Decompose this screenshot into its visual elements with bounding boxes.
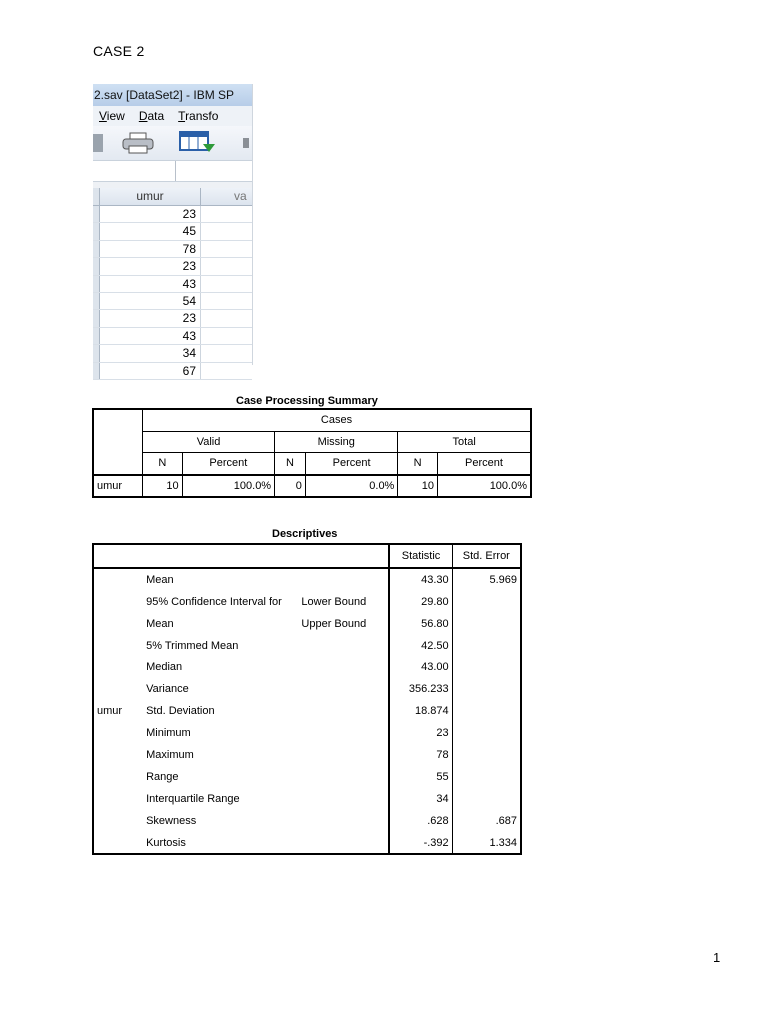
grid-cell-empty[interactable] bbox=[201, 206, 252, 222]
table-row bbox=[93, 766, 521, 788]
grid-cell-empty[interactable] bbox=[201, 328, 252, 344]
statistic-value: 43.30 bbox=[389, 568, 452, 591]
spss-menubar bbox=[93, 106, 252, 126]
stat-label: Variance bbox=[146, 683, 189, 696]
grid-cell-empty[interactable] bbox=[201, 241, 252, 257]
grid-cell-empty[interactable] bbox=[201, 293, 252, 309]
stat-label: Std. Deviation bbox=[146, 705, 215, 718]
statistic-value: 43.00 bbox=[389, 656, 452, 678]
grid-cell[interactable]: 23 bbox=[100, 206, 201, 222]
table-row bbox=[93, 700, 521, 722]
std-error-value bbox=[452, 766, 521, 788]
stat-sublabel bbox=[298, 678, 389, 700]
stat-label: Mean bbox=[146, 617, 174, 630]
col-missing-percent: Percent bbox=[305, 453, 397, 475]
page-heading: CASE 2 bbox=[93, 43, 145, 59]
grid-cell[interactable]: 78 bbox=[100, 241, 201, 257]
stat-sublabel bbox=[298, 766, 389, 788]
table-row bbox=[93, 678, 521, 700]
column-header-umur[interactable]: umur bbox=[100, 188, 201, 205]
stat-label: Maximum bbox=[146, 748, 194, 761]
grid-row bbox=[93, 206, 252, 223]
statistic-value: 18.874 bbox=[389, 700, 452, 722]
stat-sublabel: Upper Bound bbox=[301, 617, 367, 630]
valid-header: Valid bbox=[143, 431, 275, 453]
menu-transform[interactable]: Transfo bbox=[178, 109, 219, 123]
grid-cell-empty[interactable] bbox=[201, 223, 252, 239]
statistic-value: 23 bbox=[389, 722, 452, 744]
statistic-header: Statistic bbox=[389, 544, 452, 568]
std-error-value: 1.334 bbox=[452, 832, 521, 855]
grid-row bbox=[93, 345, 252, 362]
menu-data[interactable]: Data bbox=[138, 109, 165, 123]
missing-header: Missing bbox=[275, 431, 398, 453]
std-error-value bbox=[452, 613, 521, 635]
grid-cell[interactable]: 54 bbox=[100, 293, 201, 309]
stat-sublabel bbox=[298, 568, 389, 591]
stat-label: Median bbox=[146, 661, 183, 674]
col-valid-n: N bbox=[143, 453, 183, 475]
grid-cell-empty[interactable] bbox=[201, 345, 252, 361]
grid-row bbox=[93, 223, 252, 240]
stat-sublabel bbox=[298, 810, 389, 832]
std-error-value bbox=[452, 591, 521, 613]
table-row bbox=[93, 656, 521, 678]
grid-row bbox=[93, 276, 252, 293]
total-n: 10 bbox=[398, 475, 438, 498]
grid-row bbox=[93, 310, 252, 327]
table-row bbox=[93, 613, 521, 635]
table-row bbox=[93, 475, 531, 498]
toolbar-handle bbox=[93, 134, 103, 152]
col-total-n: N bbox=[398, 453, 438, 475]
stat-label: 95% Confidence Interval for bbox=[146, 595, 282, 608]
col-total-percent: Percent bbox=[437, 453, 531, 475]
grid-cell[interactable]: 43 bbox=[100, 276, 201, 292]
stat-label: Minimum bbox=[146, 727, 191, 740]
std-error-header: Std. Error bbox=[452, 544, 521, 568]
grid-cell[interactable]: 43 bbox=[100, 328, 201, 344]
grid-row bbox=[93, 363, 252, 380]
std-error-value bbox=[452, 744, 521, 766]
print-icon[interactable] bbox=[121, 132, 155, 154]
menu-view[interactable]: View bbox=[99, 109, 125, 123]
grid-header bbox=[93, 188, 252, 206]
stat-label: Kurtosis bbox=[146, 836, 186, 849]
descriptives-title: Descriptives bbox=[272, 528, 338, 540]
stat-sublabel bbox=[298, 722, 389, 744]
stat-sublabel bbox=[298, 635, 389, 657]
stat-label: 5% Trimmed Mean bbox=[146, 639, 239, 652]
statistic-value: -.392 bbox=[389, 832, 452, 855]
grid-cell-empty[interactable] bbox=[201, 258, 252, 274]
std-error-value: 5.969 bbox=[452, 568, 521, 591]
stat-sublabel bbox=[298, 788, 389, 810]
grid-row bbox=[93, 328, 252, 345]
grid-cell-empty[interactable] bbox=[201, 363, 252, 379]
std-error-value bbox=[452, 635, 521, 657]
std-error-value bbox=[452, 722, 521, 744]
cases-header: Cases bbox=[143, 409, 532, 431]
stat-sublabel bbox=[298, 832, 389, 855]
page-number: 1 bbox=[713, 950, 721, 965]
col-missing-n: N bbox=[275, 453, 306, 475]
table-row bbox=[93, 810, 521, 832]
corner-cell bbox=[93, 409, 143, 475]
grid-cell-empty[interactable] bbox=[201, 276, 252, 292]
grid-row bbox=[93, 258, 252, 275]
grid-row bbox=[93, 293, 252, 310]
table-row bbox=[93, 568, 521, 591]
spss-window-title: 2.sav [DataSet2] - IBM SP bbox=[93, 84, 252, 106]
grid-cell[interactable]: 34 bbox=[100, 345, 201, 361]
total-header: Total bbox=[398, 431, 531, 453]
statistic-value: 56.80 bbox=[389, 613, 452, 635]
stat-sublabel bbox=[298, 700, 389, 722]
row-label: umur bbox=[93, 475, 143, 498]
grid-cell[interactable]: 23 bbox=[100, 258, 201, 274]
statistic-value: 356.233 bbox=[389, 678, 452, 700]
std-error-value bbox=[452, 700, 521, 722]
spss-toolbar bbox=[93, 126, 252, 161]
spss-screenshot bbox=[93, 84, 253, 378]
stat-label: Mean bbox=[146, 573, 174, 586]
table-row bbox=[93, 744, 521, 766]
cell-reference-bar[interactable] bbox=[93, 161, 252, 182]
data-view-icon[interactable] bbox=[179, 130, 219, 156]
valid-n: 10 bbox=[143, 475, 183, 498]
grid-cell[interactable]: 23 bbox=[100, 310, 201, 326]
valid-percent: 100.0% bbox=[182, 475, 274, 498]
statistic-value: 29.80 bbox=[389, 591, 452, 613]
std-error-value bbox=[452, 678, 521, 700]
grid-cell-empty[interactable] bbox=[201, 310, 252, 326]
stat-sublabel: Lower Bound bbox=[301, 595, 367, 608]
statistic-value: 55 bbox=[389, 766, 452, 788]
statistic-value: 42.50 bbox=[389, 635, 452, 657]
statistic-value: 78 bbox=[389, 744, 452, 766]
grid-cell[interactable]: 67 bbox=[100, 363, 201, 379]
stat-sublabel bbox=[298, 744, 389, 766]
case-summary-title: Case Processing Summary bbox=[236, 395, 378, 407]
table-row bbox=[93, 832, 521, 855]
statistic-value: 34 bbox=[389, 788, 452, 810]
column-header-var[interactable]: va bbox=[234, 189, 247, 203]
stat-sublabel bbox=[298, 656, 389, 678]
variable-label: umur bbox=[97, 705, 123, 718]
toolbar-overflow bbox=[243, 138, 249, 148]
col-valid-percent: Percent bbox=[182, 453, 274, 475]
grid-row bbox=[93, 241, 252, 258]
table-row bbox=[93, 635, 521, 657]
table-row bbox=[93, 591, 521, 613]
statistic-value: .628 bbox=[389, 810, 452, 832]
std-error-value bbox=[452, 788, 521, 810]
missing-percent: 0.0% bbox=[305, 475, 397, 498]
missing-n: 0 bbox=[275, 475, 306, 498]
stat-label: Interquartile Range bbox=[146, 792, 240, 805]
total-percent: 100.0% bbox=[437, 475, 531, 498]
grid-body bbox=[93, 206, 252, 380]
table-row bbox=[93, 788, 521, 810]
std-error-value: .687 bbox=[452, 810, 521, 832]
stat-label: Skewness bbox=[146, 814, 197, 827]
descriptives-table bbox=[92, 543, 522, 855]
std-error-value bbox=[452, 656, 521, 678]
case-processing-summary-table bbox=[92, 408, 532, 498]
table-row bbox=[93, 722, 521, 744]
grid-cell[interactable]: 45 bbox=[100, 223, 201, 239]
stat-label: Range bbox=[146, 770, 179, 783]
